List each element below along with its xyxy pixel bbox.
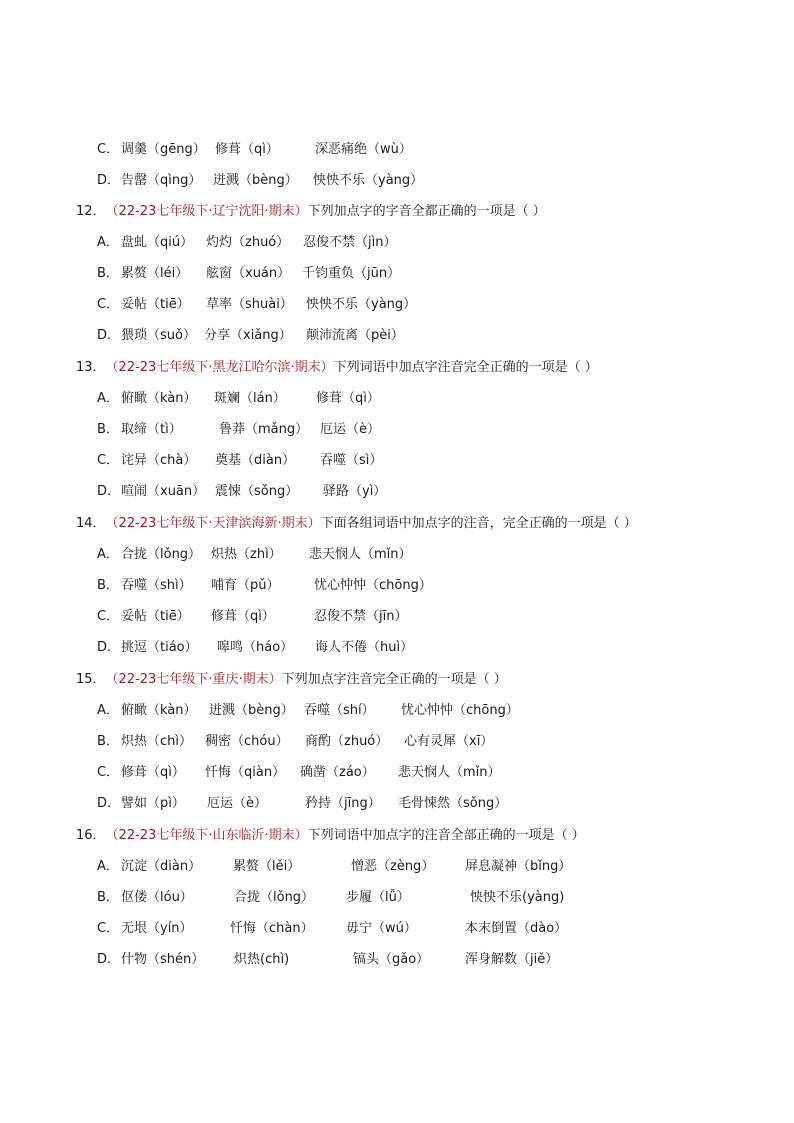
answer-option bbox=[0, 763, 794, 783]
option-letter: A． bbox=[97, 703, 119, 718]
option-word: 怏怏不乐(yàng) bbox=[470, 890, 565, 905]
answer-option bbox=[0, 171, 794, 191]
question-heading bbox=[76, 670, 507, 690]
option-word: 厄运（è） bbox=[207, 796, 267, 811]
answer-option bbox=[0, 389, 794, 409]
question-source: （22-23七年级下·辽宁沈阳·期末） bbox=[105, 204, 308, 219]
answer-option bbox=[0, 451, 794, 471]
option-word: 炽热（chì） bbox=[121, 734, 192, 749]
option-word: 心有灵犀（xī） bbox=[404, 734, 494, 749]
answer-option bbox=[0, 732, 794, 752]
option-word: 奠基（diàn） bbox=[215, 453, 296, 468]
option-word: 厄运（è） bbox=[320, 422, 380, 437]
option-word: 哺育（pǔ） bbox=[211, 578, 280, 593]
answer-option bbox=[0, 607, 794, 627]
option-word: 诧异（chà） bbox=[121, 453, 197, 468]
option-word: 浑身解数（jiě） bbox=[465, 952, 559, 967]
option-word: 忏悔（qiàn） bbox=[205, 765, 286, 780]
question-text: 下列加点字注音完全正确的一项是（ ） bbox=[281, 672, 507, 687]
option-word: 合拢（lǒng） bbox=[121, 547, 202, 562]
option-word: 毛骨悚然（sǒng） bbox=[398, 796, 508, 811]
answer-option bbox=[0, 545, 794, 565]
option-letter: D． bbox=[97, 484, 121, 499]
answer-option bbox=[0, 576, 794, 596]
option-letter: B． bbox=[97, 266, 119, 281]
option-word: 忧心忡忡（chōng） bbox=[401, 703, 519, 718]
option-word: 修葺（qì） bbox=[215, 142, 279, 157]
option-letter: C． bbox=[97, 142, 120, 157]
option-word: 累赘（léi） bbox=[121, 266, 189, 281]
option-word: 稠密（chóu） bbox=[205, 734, 289, 749]
option-word: 驿路（yì） bbox=[323, 484, 387, 499]
answer-option bbox=[0, 264, 794, 284]
option-word: 震悚（sǒng） bbox=[215, 484, 299, 499]
option-letter: D． bbox=[97, 640, 121, 655]
option-word: 憎恶（zèng） bbox=[351, 859, 435, 874]
option-word: 喧闹（xuān） bbox=[121, 484, 206, 499]
question-heading bbox=[76, 202, 546, 222]
option-word: 取缔（tì） bbox=[121, 422, 182, 437]
option-word: 忍俊不禁（jīn） bbox=[314, 609, 408, 624]
option-word: 告罄（qìng） bbox=[121, 173, 202, 188]
option-letter: B． bbox=[97, 734, 119, 749]
option-word: 累赘（lěi） bbox=[233, 859, 301, 874]
option-word: 妥帖（tiē） bbox=[121, 297, 190, 312]
option-word: 修葺（qì） bbox=[316, 391, 380, 406]
question-number: 13． bbox=[76, 360, 106, 375]
option-letter: C． bbox=[97, 921, 120, 936]
option-word: 怏怏不乐（yàng） bbox=[306, 297, 417, 312]
option-word: 迸溅（bèng） bbox=[213, 173, 298, 188]
option-word: 沉淀（diàn） bbox=[121, 859, 202, 874]
question-heading bbox=[76, 358, 598, 378]
option-word: 忏悔（chàn） bbox=[230, 921, 314, 936]
option-word: 忍俊不禁（jìn） bbox=[303, 235, 397, 250]
option-word: 确凿（záo） bbox=[300, 765, 375, 780]
option-word: 舷窗（xuán） bbox=[206, 266, 291, 281]
option-word: 俯瞰（kàn） bbox=[121, 703, 197, 718]
option-word: 颠沛流离（pèi） bbox=[306, 328, 404, 343]
option-word: 炽热（zhì） bbox=[211, 547, 282, 562]
question-number: 15． bbox=[76, 672, 106, 687]
option-word: 斑斓（lán） bbox=[214, 391, 286, 406]
option-word: 俯瞰（kàn） bbox=[121, 391, 197, 406]
option-letter: A． bbox=[97, 235, 119, 250]
question-number: 12． bbox=[76, 204, 106, 219]
question-text: 下列词语中加点字的注音全部正确的一项是（ ） bbox=[307, 828, 585, 843]
option-letter: A． bbox=[97, 391, 119, 406]
option-letter: A． bbox=[97, 859, 119, 874]
option-word: 草率（shuài） bbox=[206, 297, 293, 312]
option-word: 本末倒置（dào） bbox=[465, 921, 568, 936]
answer-option bbox=[0, 919, 794, 939]
question-heading bbox=[76, 826, 585, 846]
option-word: 悲天悯人（mǐn） bbox=[398, 765, 501, 780]
option-word: 修葺（qì） bbox=[211, 609, 275, 624]
option-word: 吞噬（shì） bbox=[121, 578, 192, 593]
question-source: （22-23七年级下·重庆·期末） bbox=[105, 672, 282, 687]
option-word: 鲁莽（mǎng） bbox=[219, 422, 309, 437]
option-word: 盘虬（qiú） bbox=[121, 235, 194, 250]
option-word: 分享（xiǎng） bbox=[204, 328, 292, 343]
answer-option bbox=[0, 233, 794, 253]
option-word: 商酌（zhuó） bbox=[305, 734, 389, 749]
option-letter: D． bbox=[97, 328, 121, 343]
option-word: 灼灼（zhuó） bbox=[206, 235, 290, 250]
option-word: 镐头（gǎo） bbox=[353, 952, 430, 967]
question-text: 下面各组词语中加点字的注音，完全正确的一项是（ ） bbox=[320, 516, 637, 531]
option-letter: C． bbox=[97, 765, 120, 780]
option-word: 修葺（qì） bbox=[121, 765, 185, 780]
option-word: 深恶痛绝（wù） bbox=[315, 142, 412, 157]
option-word: 炽热(chì) bbox=[234, 952, 290, 967]
question-text: 下列词语中加点字注音完全正确的一项是（ ） bbox=[333, 360, 598, 375]
option-word: 悲天悯人（mǐn） bbox=[309, 547, 412, 562]
option-word: 调羹（gēng） bbox=[121, 142, 206, 157]
option-word: 忧心忡忡（chōng） bbox=[314, 578, 432, 593]
question-source: （22-23七年级下·山东临沂·期末） bbox=[105, 828, 308, 843]
option-word: 诲人不倦（huì） bbox=[315, 640, 414, 655]
question-number: 16． bbox=[76, 828, 106, 843]
option-letter: C． bbox=[97, 453, 120, 468]
option-word: 妥帖（tiē） bbox=[121, 609, 190, 624]
option-word: 嗥鸣（háo） bbox=[217, 640, 294, 655]
question-number: 14． bbox=[76, 516, 106, 531]
option-word: 吞噬（shí） bbox=[304, 703, 375, 718]
option-word: 千钧重负（jūn） bbox=[302, 266, 401, 281]
answer-option bbox=[0, 638, 794, 658]
option-letter: B． bbox=[97, 578, 119, 593]
question-source: （22-23七年级下·天津滨海新·期末） bbox=[105, 516, 321, 531]
answer-option bbox=[0, 857, 794, 877]
option-letter: A． bbox=[97, 547, 119, 562]
question-heading bbox=[76, 514, 637, 534]
option-letter: D． bbox=[97, 952, 121, 967]
answer-option bbox=[0, 326, 794, 346]
option-word: 什物（shén） bbox=[121, 952, 205, 967]
option-letter: B． bbox=[97, 890, 119, 905]
question-text: 下列加点字的字音全都正确的一项是（ ） bbox=[307, 204, 546, 219]
option-word: 迸溅（bèng） bbox=[209, 703, 294, 718]
answer-option bbox=[0, 140, 794, 160]
option-word: 矜持（jīng） bbox=[305, 796, 381, 811]
answer-option bbox=[0, 420, 794, 440]
option-letter: C． bbox=[97, 609, 120, 624]
option-word: 猥琐（suǒ） bbox=[121, 328, 196, 343]
option-word: 毋宁（wú） bbox=[346, 921, 417, 936]
option-letter: B． bbox=[97, 422, 119, 437]
option-word: 伛偻（lóu） bbox=[121, 890, 193, 905]
question-source: （22-23七年级下·黑龙江哈尔滨·期末） bbox=[105, 360, 334, 375]
option-word: 屏息凝神（bǐng） bbox=[465, 859, 572, 874]
answer-option bbox=[0, 888, 794, 908]
answer-option bbox=[0, 482, 794, 502]
option-word: 步履（lǚ） bbox=[346, 890, 410, 905]
option-letter: C． bbox=[97, 297, 120, 312]
option-word: 譬如（pì） bbox=[121, 796, 185, 811]
answer-option bbox=[0, 950, 794, 970]
option-word: 无垠（yín） bbox=[121, 921, 193, 936]
option-word: 吞噬（sì） bbox=[320, 453, 383, 468]
option-letter: D． bbox=[97, 796, 121, 811]
answer-option bbox=[0, 794, 794, 814]
answer-option bbox=[0, 701, 794, 721]
option-word: 挑逗（tiáo） bbox=[121, 640, 198, 655]
option-word: 怏怏不乐（yàng） bbox=[313, 173, 424, 188]
answer-option bbox=[0, 295, 794, 315]
option-word: 合拢（lǒng） bbox=[234, 890, 315, 905]
option-letter: D． bbox=[97, 173, 121, 188]
